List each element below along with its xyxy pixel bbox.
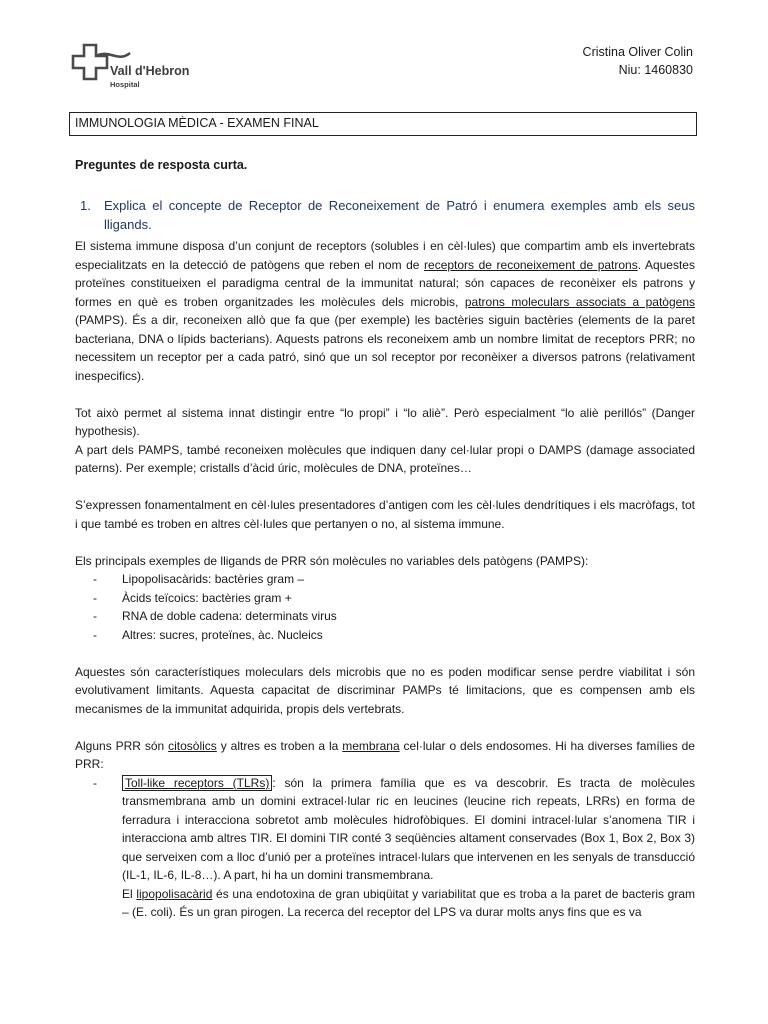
term-membrane: membrana <box>342 738 400 753</box>
list-item-tlr: - Toll-like receptors (TLRs) : són la primera família que es va descobrir. Es tracta de molècules transmembrana amb un domini extracel·lular ric en leucines (leucine rich repeats, LRRs) en forma de ferradura i interacciona sobretot amb molècules hidrofòbiques. El domini intracel·lular s’anomena TIR i interacciona amb altres TIR. El domini TIR conté 3 seqüències altament conservades (Box 1, Box 2, Box 3) que serveixen com a lloc d’unió per a proteïnes intracel·lulars que intervenen en les senyals de transducció (IL-1, IL-6, IL-8…). A part, hi ha un domini transmembrana. El lipopolisacàrid és una endotoxina de gran ubiqüitat y variabilitat que es troba a la paret de bacteris gram – (E. coli). És un gran pirogen. La recerca del receptor del LPS va durar molts anys fins que es va <box>75 774 695 922</box>
question-number: 1. <box>80 198 91 213</box>
paragraph-lps: El lipopolisacàrid és una endotoxina de gran ubiqüitat y variabilitat que es troba a la paret de bacteris gram – (E. coli). És un gran pirogen. La recerca del receptor del LPS va durar molts anys fins que es va <box>122 886 695 919</box>
logo-subtitle: Hospital <box>110 80 140 89</box>
term-lps: lipopolisacàrid <box>136 886 213 901</box>
term-prr: receptors de reconeixement de patrons <box>424 257 638 272</box>
term-cytosolic: citosòlics <box>168 738 217 753</box>
tlr-description: són la primera família que es va descobrir. Es tracta de molècules transmembrana amb un domini extracel·lular ric en leucines (leucine rich repeats, LRRs) en forma de ferradura i interacciona sobretot amb molècules hidrofòbiques. El domini intracel·lular s’anomena TIR i interacciona amb altres TIR. El domini TIR conté 3 seqüències altament conservades (Box 1, Box 2, Box 3) que serveixen com a lloc d’unió per a proteïnes intracel·lulars que intervenen en les senyals de transducció (IL-1, IL-6, IL-8…). A part, hi ha un domini transmembrana. <box>122 775 696 882</box>
question-1 <box>80 196 695 234</box>
list-item: - RNA de doble cadena: determinats virus <box>93 609 337 623</box>
author-name: Cristina Oliver Colin <box>582 45 693 59</box>
paragraph-self-nonself: Tot això permet al sistema innat distingir entre “lo propi” i “lo aliè”. Però especialment “lo aliè perillós” (Danger hypothesis). <box>75 405 695 438</box>
section-subtitle: Preguntes de resposta curta. <box>75 158 248 172</box>
list-item: - Lipopolisacàrids: bactèries gram – <box>93 572 305 586</box>
paragraph-ligands-intro: Els principals exemples de lligands de PRR són molècules no variables dels patògens (PAMPS): <box>75 553 589 568</box>
paragraph-prr-intro <box>75 237 695 385</box>
term-pamps: patrons moleculars associats a patògens <box>464 294 696 309</box>
paragraph-damps: A part dels PAMPS, també reconeixen molècules que indiquen dany cel·lular propi o DAMPS (damage associated paterns). Per exemple; cristalls d’àcid úric, molècules de DNA, proteïnes… <box>75 442 695 475</box>
student-niu: Niu: 1460830 <box>618 63 693 77</box>
paragraph-limitations: Aquestes són característiques moleculars dels microbis que no es poden modificar sense perdre viabilitat i són evolutivament limitants. Aquesta capacitat de discriminar PAMPs té limitacions, que es compensen amb els mecanismes de la immunitat adquirida, propis dels vertebrats. <box>75 664 695 716</box>
logo-name: Vall d'Hebron <box>110 64 190 78</box>
prr-family-list <box>75 774 695 922</box>
paragraph-prr-families: Alguns PRR són citosòlics y altres es troben a la membrana cel·lular o dels endosomes. Hi ha diverses famílies de PRR: <box>75 738 695 771</box>
exam-title: IMMUNOLOGIA MÈDICA - EXAMEN FINAL <box>69 112 697 136</box>
answer-body <box>75 237 695 922</box>
term-tlr: Toll-like receptors (TLRs) <box>122 775 272 791</box>
list-item: - Àcids teïcoics: bactèries gram + <box>93 590 292 605</box>
p1-text-b: . Aquestes proteïnes constitueixen el paradigma central de la immunitat natural; són capaces de reconèixer els patrons y formes en què es troben organitzades les molècules dels microbis, <box>75 257 695 309</box>
author-block <box>583 43 693 79</box>
p1-text-a: El sistema immune disposa d’un conjunt de receptors (solubles i en cèl·lules) que compartim amb els invertebrats especialitzats en la detecció de patògens que reben el nom de <box>75 239 695 272</box>
p1-text-c: (PAMPS). És a dir, reconeixen allò que fa que (per exemple) les bactèries siguin bactèries (elements de la paret bacteriana, DNA o lípids bacterians). Aquests patrons els reconeixem amb un nombre limitat de receptors PRR; no necessitem un receptor per a cada patró, sinó que un sol receptor por reconèixer a diversos patrons (relativament inespecifics). <box>75 313 695 383</box>
list-item: - Altres: sucres, proteïnes, àc. Nucleics <box>93 627 323 642</box>
ligand-list <box>75 570 695 644</box>
paragraph-expression: S’expressen fonamentalment en cèl·lules presentadores d’antigen com les cèl·lules dendrítiques i els macròfags, tot i que també es troben en altres cèl·lules que pertanyen o no, al sistema immune. <box>75 498 695 531</box>
question-text: Explica el concepte de Receptor de Reconeixement de Patró i enumera exemples amb els seus lligands. <box>104 198 695 232</box>
